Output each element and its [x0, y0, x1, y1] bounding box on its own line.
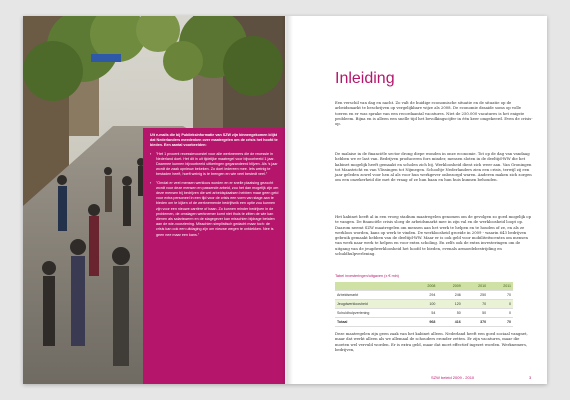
book-spread — [23, 16, 547, 384]
table-row — [335, 291, 513, 300]
table-row — [335, 300, 513, 309]
table-cell: 70 — [488, 318, 513, 327]
body-paragraph: Een verschil van dag en nacht. Zo valt de huidige economische situatie en de situatie op de arbeidsmarkt te beschrijven op vergelijkbare wijze als 2008. De economie draaide soms op volle toeren en er was sprake van een recordaantal vacatures. Niet de 250.000 vacatures is het enigste probleem. Bijna en is alleen een snelle tijd het bevolkingscijfer in één keer omgekeerd. Even de crisis-op. — [335, 100, 533, 127]
table-cell: Schuldhulpverlening — [335, 309, 412, 318]
table-cell: 370 — [463, 318, 488, 327]
table-header-cell — [335, 282, 412, 291]
table-cell: 0 — [488, 309, 513, 318]
sidebar-quote: › "Het 1 procent recessievoorstel voor alle werknemers die de recessie in Nederland doet. Het dit in uit tijdelijke maatregel voor bijvoorbeeld 1 jaar. Daarmee kunnen bijvoorbeeld uitkeringen gegarandeerd blijven. Als ‘s jaar wordt de zaak opnieuw bekeken. Zo doet iedereen mee. Iets weinig te bestaden heeft, hoeft weinig is te brengen en wie veel bestedt veel." — [150, 152, 279, 178]
running-title: SZW beleid 2009 - 2010 — [431, 375, 475, 380]
table-header-cell: 2009 — [437, 282, 462, 291]
table-cell: 416 — [437, 318, 462, 327]
body-paragraph: Deze maatregelen zijn geen zaak van het kabinet alleen. Nederland heeft een goed sociaal vangnet, maar dat werkt alleen als we allemaal de schouders eronder zetten. Er zijn vacatures, maar die moeten wel vervuld worden. Er is extra geld, maar dat moet effectief ingezet worden. Werknemers, bedrijven, — [335, 331, 528, 352]
table-cell: 54 — [412, 309, 437, 318]
body-paragraph: Het kabinet heeft al in een vroeg stadium maatregelen genomen om de gevolgen zo goed mogelijk op te vangen. De financiële crisis sloeg de arbeidsmarkt mee in zijn val en de werkloosheid loopt op. Daarom neemt SZW maatregelen om mensen aan het werk te helpen en te houden of ze, en als ze werkloos worden, kans op werk te vinden. De werkloosheid groeide in 2009 - waarin 643 bedrijven gebruik gemaakt hebben van de deeltijd-WW. Maar er is ook geld voor mobiliteitscentra om mensen van werk naar werk te helpen en voor extra scholing. En zelfs ook de extra investeringen om de uitgang van de jeugdwerkloosheid het hoofd te bieden, evenals armoedebestrijding en schuldhulpverlening. — [335, 214, 531, 257]
left-page — [23, 16, 285, 384]
sidebar-quote: › "Omdat er veel mensen werkloos worden en er snelle plaatsing gezocht wordt voor deze mensen en passende arbeid, zou het dan mogelijk zijn om deze mensen bij bedrijven die wel arbeidsplaatsen hebben maar geen geld voor extra personeel in een tijd voor de crisis een vorm van stage aan te bieden om te kijken of de werknemende bedrijfsnik een optie zou kunnen zijn voor een nieuwe carrière of baan. Zo kunnen minder bedrijven in de problemen, de omslagen werknemer komt niet thuis te zitten de wie kan dienen als salariswerm en de stagegever kan misschien bijdrage betalen aan de wie-voorziening. Misschien simplistisch gedacht maar toch: de crisis kan ook een uitdaging zijn om nieuwe wegen te ontdekken. Nee is geen nee maar een kans." — [150, 181, 279, 238]
body-paragraph: De malaise in de financiële sector drong diepe wonden in onze economie. Tot op de dag van vandaag hebben we er last van. Bedrijven produceren fors minder, mensen sloten in de deeltijd-WW die het kabinet mogelijk heeft gemaakt en scholen zich bij. Werkloosheid dient zich weer aan. Van Groningen tot Maastricht en van Vlissingen tot Nijmegen. Schooltje Nederlanders zien een crisis, terwijl zij een jaar geleden zowel voor hen al als voor hun werkgever onbezorgd waren. Anderen maken zich zorgen om een onzekerheid die met de vraag of ze hun baan en hun huis kunnen behouden. — [335, 151, 532, 183]
table-header-cell: 2011 — [488, 282, 513, 291]
table-cell: Totaal — [335, 318, 412, 327]
table-cell: 968 — [412, 318, 437, 327]
table-row — [335, 309, 513, 318]
table-cell: Arbeidsmarkt — [335, 291, 412, 300]
table-cell: 100 — [412, 300, 437, 309]
table-header-cell: 2010 — [463, 282, 488, 291]
table-cell: Jeugdwerkloosheid — [335, 300, 412, 309]
table-cell: 246 — [437, 291, 462, 300]
table-cell: 50 — [463, 309, 488, 318]
table-header-row — [335, 282, 513, 291]
table-title: Tabel investeringen/uitgaven (x € mln) — [335, 274, 399, 278]
page-number: 3 — [529, 375, 532, 380]
table-total-row — [335, 318, 513, 327]
sidebar-intro: Uit e-mails die bij Publieksinformatie van SZW zijn binnengekomen blijkt dat Nederlanders meedenken over maatregelen om de crisis het hoofd te bieden. Een aantal voorbeelden: — [150, 133, 278, 148]
table-header-cell: 2008 — [412, 282, 437, 291]
investment-table — [335, 282, 513, 327]
page-title: Inleiding — [335, 70, 395, 87]
table-cell: 0 — [488, 300, 513, 309]
table-cell: 70 — [488, 291, 513, 300]
table-cell: 294 — [412, 291, 437, 300]
table-cell: 50 — [437, 309, 462, 318]
table-cell: 120 — [437, 300, 462, 309]
quote-sidebar — [143, 128, 285, 384]
right-page — [285, 16, 547, 384]
table-cell: 70 — [463, 300, 488, 309]
table-cell: 250 — [463, 291, 488, 300]
page-footer — [285, 372, 547, 384]
